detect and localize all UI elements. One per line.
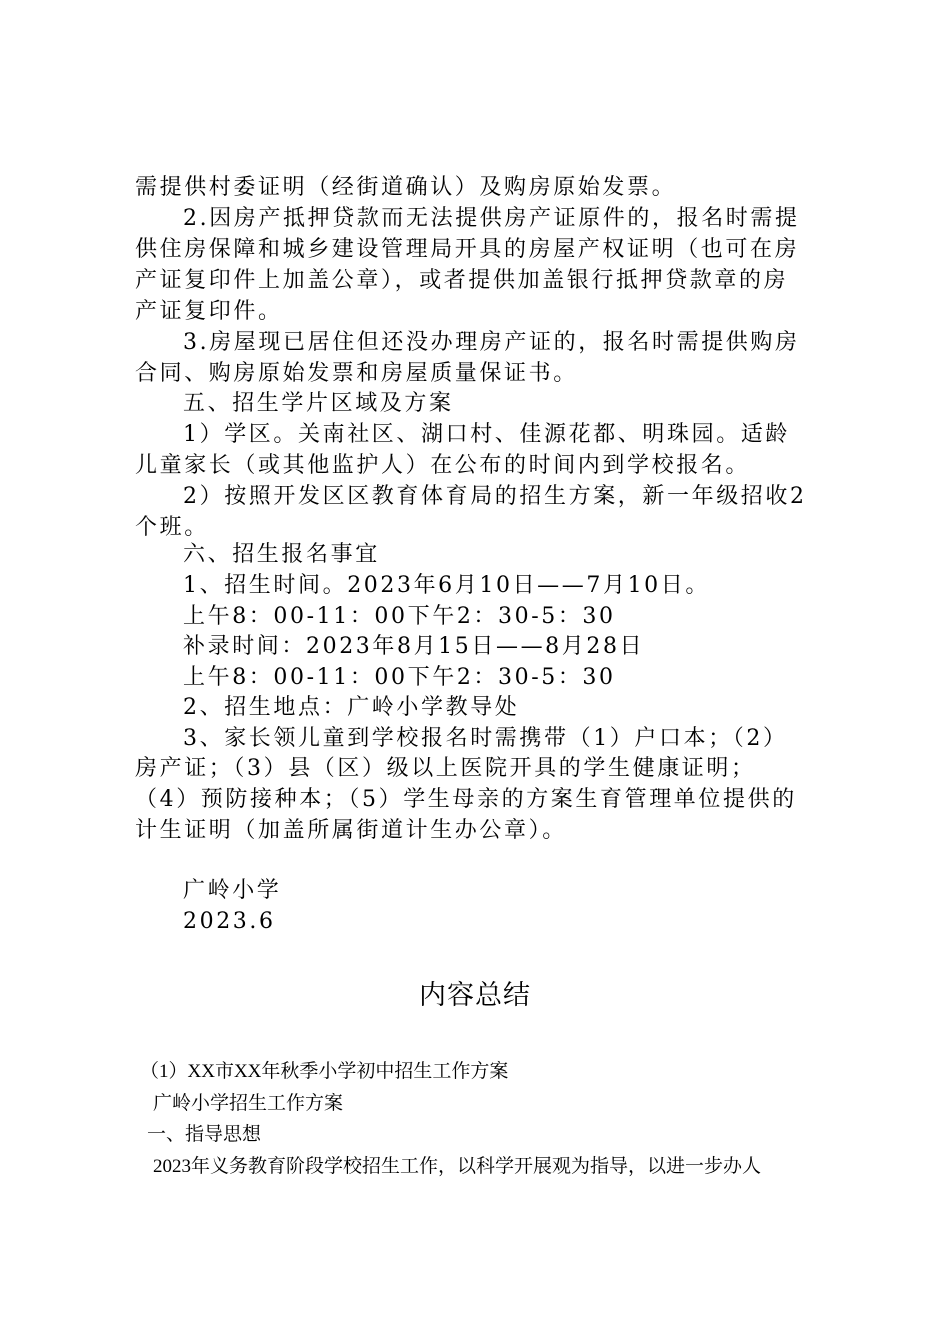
paragraph-line: 个班。 [135, 515, 209, 540]
paragraph-line: 上午8：00-11：00下午2：30-5：30 [183, 604, 616, 629]
paragraph-line: 产证复印件。 [135, 299, 283, 324]
paragraph-line: 需提供村委证明（经街道确认）及购房原始发票。 [135, 175, 677, 200]
summary-line: （1）XX市XX年秋季小学初中招生工作方案 [140, 1061, 509, 1082]
paragraph-line: 补录时间：2023年8月15日——8月28日 [183, 634, 645, 659]
paragraph-line: 儿童家长（或其他监护人）在公布的时间内到学校报名。 [135, 453, 751, 478]
section-heading: 六、招生报名事宜 [183, 542, 380, 567]
paragraph-line: 产证复印件上加盖公章），或者提供加盖银行抵押贷款章的房 [135, 268, 789, 293]
paragraph-line: 2）按照开发区区教育体育局的招生方案，新一年级招收2 [183, 484, 807, 509]
paragraph-line: 房产证；（3）县（区）级以上医院开具的学生健康证明； [135, 756, 756, 781]
section-heading: 五、招生学片区域及方案 [183, 391, 454, 416]
paragraph-line: 3.房屋现已居住但还没办理房产证的，报名时需提供购房 [183, 330, 800, 355]
paragraph-line: 2.因房产抵押贷款而无法提供房产证原件的，报名时需提 [183, 206, 800, 231]
paragraph-line: 供住房保障和城乡建设管理局开具的房屋产权证明（也可在房 [135, 237, 800, 262]
paragraph-line: （4）预防接种本；（5）学生母亲的方案生育管理单位提供的 [135, 787, 797, 812]
signature-date: 2023.6 [183, 909, 276, 934]
paragraph-line: 计生证明（加盖所属街道计生办公章）。 [135, 818, 567, 843]
paragraph-line: 1）学区。关南社区、湖口村、佳源花都、明珠园。适龄 [183, 422, 790, 447]
paragraph-line: 2、招生地点：广岭小学教导处 [183, 695, 520, 720]
paragraph-line: 合同、购房原始发票和房屋质量保证书。 [135, 361, 578, 386]
summary-line: 广岭小学招生工作方案 [153, 1093, 344, 1114]
paragraph-line: 3、家长领儿童到学校报名时需携带（1）户口本；（2） [183, 726, 788, 751]
paragraph-line: 1、招生时间。2023年6月10日——7月10日。 [183, 573, 710, 598]
signature-school: 广岭小学 [183, 878, 282, 903]
summary-line: 2023年义务教育阶段学校招生工作，以科学开展观为指导，以进一步办人 [153, 1156, 762, 1177]
summary-title: 内容总结 [419, 980, 531, 1011]
summary-line: 一、指导思想 [147, 1124, 262, 1145]
paragraph-line: 上午8：00-11：00下午2：30-5：30 [183, 665, 616, 690]
